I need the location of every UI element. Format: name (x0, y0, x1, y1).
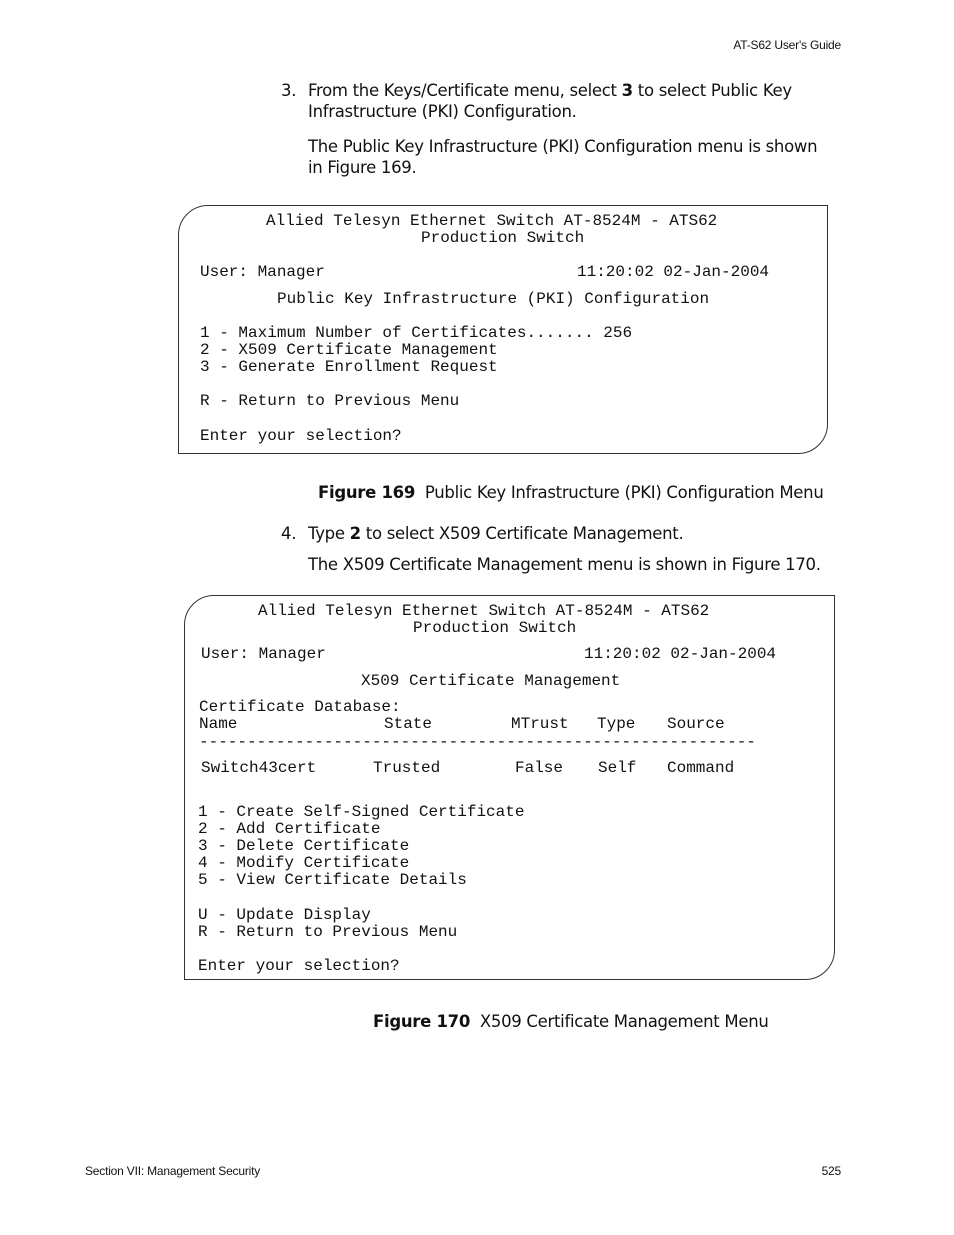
figure-label: Figure 169 (318, 483, 415, 502)
figure-caption (373, 1012, 769, 1031)
step-instruction (308, 80, 808, 122)
step-instruction-text: to select X509 Certificate Management. (360, 524, 684, 543)
step-instruction-text: to select Public Key Infrastructure (PKI) Configuration. (308, 81, 792, 121)
menu-option-return: R - Return to Previous Menu (200, 392, 460, 410)
terminal-prompt: Enter your selection? (200, 427, 402, 445)
terminal-subtitle: Production Switch (413, 619, 577, 637)
terminal-subtitle: Production Switch (421, 229, 585, 247)
table-cell-state: Trusted (373, 759, 441, 777)
menu-option: 2 - Add Certificate (198, 820, 381, 838)
table-cell-mtrust: False (515, 759, 564, 777)
column-header-type: Type (597, 715, 636, 733)
figure-caption (318, 483, 823, 502)
certificate-db-label: Certificate Database: (199, 698, 401, 716)
table-cell-type: Self (598, 759, 637, 777)
running-header: AT-S62 User's Guide (733, 38, 841, 52)
menu-option: 1 - Create Self-Signed Certificate (198, 803, 525, 821)
menu-option: 1 - Maximum Number of Certificates....... 256 (200, 324, 633, 342)
terminal-user: User: Manager (201, 645, 326, 663)
column-header-source: Source (667, 715, 725, 733)
step-instruction-text: Type (308, 524, 350, 543)
menu-option-update: U - Update Display (198, 906, 371, 924)
step-instruction-text: From the Keys/Certificate menu, select (308, 81, 622, 100)
menu-option-return: R - Return to Previous Menu (198, 923, 458, 941)
column-header-state: State (384, 715, 433, 733)
menu-option: 3 - Delete Certificate (198, 837, 410, 855)
step-note: The X509 Certificate Management menu is shown in Figure 170. (308, 555, 821, 574)
menu-option: 2 - X509 Certificate Management (200, 341, 498, 359)
table-separator: ---------------------------------------------------------- (199, 734, 756, 751)
terminal-datetime: 11:20:02 02-Jan-2004 (584, 645, 777, 663)
figure-label: Figure 170 (373, 1012, 470, 1031)
step-key: 3 (621, 81, 633, 100)
terminal-menu-title: Public Key Infrastructure (PKI) Configuration (277, 290, 710, 308)
terminal-user: User: Manager (200, 263, 325, 281)
step-key: 2 (349, 524, 361, 543)
menu-option: 5 - View Certificate Details (198, 871, 467, 889)
terminal-title: Allied Telesyn Ethernet Switch AT-8524M - ATS62 (258, 602, 710, 620)
terminal-menu-title: X509 Certificate Management (361, 672, 621, 690)
terminal-datetime: 11:20:02 02-Jan-2004 (577, 263, 770, 281)
step-note: The Public Key Infrastructure (PKI) Configuration menu is shown in Figure 169. (308, 137, 818, 177)
footer-section: Section VII: Management Security (85, 1164, 261, 1178)
terminal-prompt: Enter your selection? (198, 957, 400, 975)
terminal-title: Allied Telesyn Ethernet Switch AT-8524M - ATS62 (266, 212, 718, 230)
figure-caption-text: X509 Certificate Management Menu (479, 1012, 769, 1031)
step-number: 3. (281, 81, 297, 100)
table-cell-name: Switch43cert (201, 759, 317, 777)
menu-option: 3 - Generate Enrollment Request (200, 358, 498, 376)
step-number: 4. (281, 524, 297, 543)
page-number: 525 (821, 1164, 841, 1178)
menu-option: 4 - Modify Certificate (198, 854, 410, 872)
table-cell-source: Command (667, 759, 735, 777)
column-header-name: Name (199, 715, 238, 733)
column-header-mtrust: MTrust (511, 715, 569, 733)
figure-caption-text: Public Key Infrastructure (PKI) Configuration Menu (424, 483, 824, 502)
step-instruction (308, 523, 828, 544)
